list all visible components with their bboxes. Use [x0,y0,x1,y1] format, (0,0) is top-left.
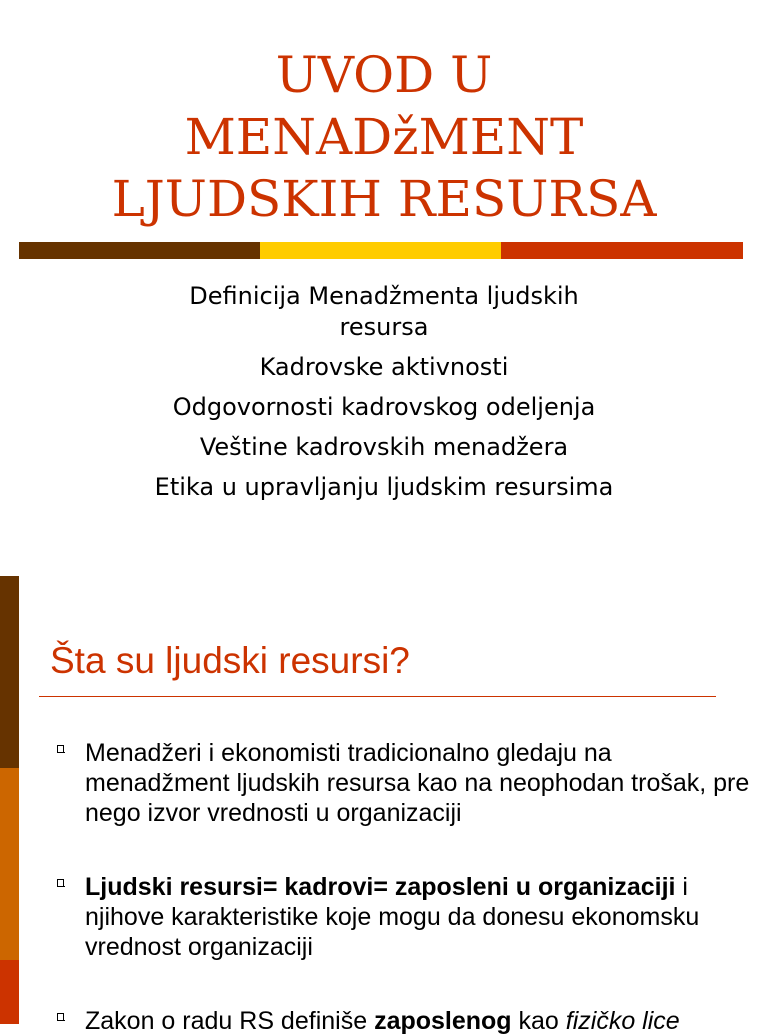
title-line: UVOD U [275,46,493,104]
side-bar-red [0,960,19,1024]
square-bullet-icon [57,1013,64,1021]
side-bar-brown [0,576,19,768]
square-bullet-icon [57,745,64,753]
bullet-text: kao [511,1007,566,1035]
bullet-italic-text: fizičko lice [565,1007,680,1035]
bullet-text: Zakon o radu RS definiše [85,1007,375,1035]
topic-item: Veštine kadrovskih menadžera [199,433,569,461]
title-line: MENADžMENT [184,108,584,166]
bullet-bold-text: zaposlenog [374,1007,512,1035]
bullet-bold-text: Ljudski resursi= kadrovi= zaposleni u organizaciji [85,873,676,901]
topic-list [0,281,768,512]
stripe-red [501,242,743,259]
bullet-item [85,1006,753,1036]
bullet-text: Menadžeri i ekonomisti tradicionalno gledaju na menadžment ljudskih resursa kao na neophodan trošak, pre nego izvor vrednosti u organizaciji [85,739,750,827]
topic-item: Etika u upravljanju ljudskim resursima [154,473,614,501]
bullet-item [85,738,753,828]
side-bar-orange [0,768,19,960]
stripe-brown [19,242,260,259]
heading-rule [39,696,716,697]
content-slide [0,576,768,1035]
slide-title [0,44,768,230]
topic-item: Odgovornosti kadrovskog odeljenja [172,393,596,421]
slide-heading: Šta su ljudski resursi? [50,640,410,681]
topic-item: Kadrovske aktivnosti [259,353,509,381]
square-bullet-icon [57,879,64,887]
bullet-text: i njihove karakteristike koje mogu da donesu ekonomsku vrednost organizaciji [85,873,700,961]
title-line: LJUDSKIH RESURSA [111,170,657,228]
bullet-item [85,872,753,962]
topic-item: Definicija Menadžmenta ljudskih resursa [189,282,579,341]
stripe-yellow [260,242,501,259]
